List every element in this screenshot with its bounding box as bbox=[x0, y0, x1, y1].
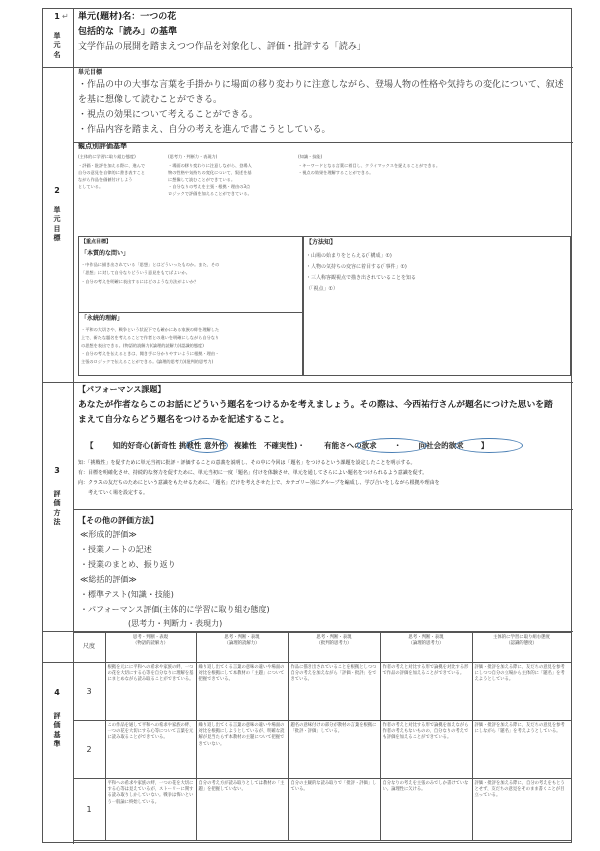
interest-note: 有：目標を明確化させ、持続的な努力を促すために、単元当初に一度「題名」付けを体験させ、単元を通してさらによい題名をつけられるよう意識を促す。 bbox=[78, 470, 428, 476]
other-method-line: (思考力・判断力・表現力) bbox=[80, 619, 223, 628]
eval-criteria-heading: 観点別評価基準 bbox=[78, 142, 127, 150]
understanding-line: の思想を表出できる。(物語的読解力)(論理的読解力)(認識的態度) bbox=[81, 343, 204, 348]
subrow-divider bbox=[73, 142, 573, 143]
rubric-cell: 自分の主観的な読み取りで「批評・評価」している。 bbox=[288, 779, 380, 841]
reading-basis-heading: 包括的な「読み」の基準 bbox=[78, 27, 178, 37]
rubric-cell: 自分なりの考えを主張のみでしか書けていない。論理性に欠ける。 bbox=[380, 779, 472, 841]
other-method-line: ・授業ノートの記述 bbox=[80, 545, 152, 554]
document-frame bbox=[42, 8, 572, 843]
rubric-score: 3 bbox=[73, 663, 105, 721]
interest-line: 【 知的好奇心(新奇性 挑戦性 意外性 複雑性 不確実性)・ 有能さへの欲求 ・ 向社会的欲求 】 bbox=[86, 441, 489, 450]
method-knowledge-heading: 【方法知】 bbox=[306, 239, 337, 246]
rubric-cell: 評価・批評を加える際に、友だちの意見を参考にしつつ自分の立場から主体的に「題名」を考えようとしている。 bbox=[472, 663, 571, 721]
section2-number: 2 単 元 目 標 bbox=[53, 186, 61, 242]
essential-question-heading: 「本質的な問い」 bbox=[81, 250, 130, 257]
section3-number: 3 評 価 方 法 bbox=[53, 466, 61, 526]
essential-question-line: ・中作品に描き出されている「思想」とはどういったものか。また、その bbox=[81, 262, 220, 267]
other-method-line: ・パフォーマンス評価(主体的に学習に取り組む態度) bbox=[80, 605, 270, 614]
unit-title: 単元(題材)名：一つの花 bbox=[78, 12, 177, 22]
rubric-header-scale: 尺度 bbox=[73, 633, 105, 663]
other-method-line: ≪総括的評価≫ bbox=[80, 575, 137, 584]
unit-goal-line: を基に想像して読むことができる。 bbox=[78, 95, 223, 105]
method-line: ・三人称客観視点で描き出されていることを知る bbox=[306, 275, 417, 281]
rubric-header: 思考・判断・表現 （批判的思考力） bbox=[288, 633, 380, 663]
reading-basis-text: 文学作品の展開を踏まえつつ作品を対象化し、評価・批評する「読み」 bbox=[78, 42, 366, 52]
rubric-cell: 繰り返し出てくる言葉の意味の違いや場面の対比を根拠にしようとしているが、明確な読解が見当たらず本教材の主題について把握できていない。 bbox=[196, 721, 288, 779]
rubric-score: 1 bbox=[73, 779, 105, 841]
unit-goals-heading: 単元目標 bbox=[78, 69, 103, 76]
rubric-cell: 平和への希求や家族の絆、一つの花を大切にする心等は見えているが、ストーリーに関する読み取りしかしていない。戦争は怖いという一般論に終始している。 bbox=[105, 779, 196, 841]
performance-task-line: あなたが作者ならこのお話にどういう題名をつけるかを考えましょう。その際は、今西祐行さんが題名につけた思いを踏 bbox=[78, 400, 553, 410]
row-divider bbox=[43, 631, 573, 632]
rubric-cell: 根拠を元にに平和への希求や家族の絆、一つの花を大切にする心等を自分なりに理解を基にまとめながら読み取ることができている。 bbox=[105, 663, 196, 721]
social-highlight: 向社会的欲求 bbox=[418, 441, 464, 450]
rubric-header: 主体的に学習に取り組む態度 （認識的態度） bbox=[472, 633, 571, 663]
enduring-understanding-heading: 「永続的理解」 bbox=[81, 315, 124, 322]
rubric-header: 思考・判断・表現 （物語的読解力） bbox=[105, 633, 196, 663]
understanding-line: ・自分の考えを伝えるときは、聞き手に分かりやすいように根拠・理由・ bbox=[81, 351, 220, 356]
performance-task-heading: 【パフォーマンス課題】 bbox=[78, 385, 166, 394]
other-method-line: ≪形成的評価≫ bbox=[80, 530, 137, 539]
other-method-line: ・標準テスト(知識・技能) bbox=[80, 590, 174, 599]
method-line: ・人物の気持ちの変容に着目する(「事件」①) bbox=[306, 264, 407, 270]
rubric-header: 思考・判断・表現 （論理的思考力） bbox=[380, 633, 472, 663]
rubric-cell: 作品に描き出されていることを根拠としつつ自分の考えを加えながら「評価・批評」をできている。 bbox=[288, 663, 380, 721]
rubric-cell: 題名の意味付けの部分が教材の言葉を根拠に「批評・評価」している。 bbox=[288, 721, 380, 779]
other-method-line: ・授業のまとめ、振り返り bbox=[80, 560, 176, 569]
rubric-cell: この作品を通して平和への希求や家族の絆、一つの花を大切にする心等について言葉を元に読み取ることができている。 bbox=[105, 721, 196, 779]
section4-number: 4 評 価 基 準 bbox=[53, 688, 61, 748]
rubric-cell: 作者の考えと対比する形で論拠を加えながら作者の考えもないものの、自分なりの考えでも評価を加えることができている。 bbox=[380, 721, 472, 779]
rubric-cell: 評価・批評を加える際に、自分の考えをもとうとせず、友だちの意見をそのまま書くことが目立っている。 bbox=[472, 779, 571, 841]
focus-goals-heading: 【重点目標】 bbox=[81, 239, 112, 245]
label-column-divider bbox=[73, 9, 74, 844]
row-divider bbox=[43, 67, 573, 68]
rubric-header: 思考・判断・表現 （論理的読解力） bbox=[196, 633, 288, 663]
unit-plan-document: 1 単 元 名 2 単 元 目 標 3 評 価 方 法 4 評 価 基 準 単元(題材)名：一つの花 包括的な「読み」の基準 文学作品の展開を踏まえつつ作品を対象化し、評価・批評する「読み」 単元目標 ・作品の中の大事な言葉を手掛かりに場面の移り変わりに注意しながら、登場人物の性格や気持ちの変化について、叙述 を基に想像して読むことができる。 ・視点の効果について考えることができる。 ・作品内容を踏まえ、自分の考えを進んで書こうとしている。 観点別評価基準 (主体的に学習に取り組む態度) ・評価・批評を加える際に、進んで 自分の意見を自律的に書き表すこと ながら作品を価値付けしよう としている。 (思考力・判断力・表現力) ・場面の移り変わりに注意しながら、登場人 物の性格や気持ちの変化について、叙述を基 に想像して読むことができている。 ・自分なりの考えを主張・根拠・理由の3点 ロジックで評価を加えることができている。 (知識・技能) ・キーワードとなる言葉に着目し、クライマックスを捉えることができる。 ・視点の効果を理解することができる。 【重点目標】 「本質的な問い」 ・中作品に描き出されている「思想」とはどういったものか。また、その 「思想」に対して自分なりどういう意見をもてばよいか。 ・自分の考えを明確に表出するにはどのような方法がよいか？ 「永続的理解」 ・平和の大切さや、戦争という状況下でも確かにある家族の絆を理解した 上で、新たな題名を考えることで作者との違いを明確にしながら自分なり の思想を表出できる。(物語的読解力)(論理的読解力)(認識的態度) ・自分の考えを伝えるときは、聞き手に分かりやすいように根拠・理由・ 主張のロジックで伝えることができる。(論理的思考力)(批判的思考力) 【方法知】 ・山場の始まりをとらえる(「構成」①) ・人物の気持ちの変容に着目する(「事件」①) ・三人称客観視点で描き出されていることを知る （「視点」①） 【パフォーマンス課題】 あなたが作者ならこのお話にどういう題名をつけるかを考えましょう。その際は、今西祐行さんが題名につけた思いを踏 まえて自分ならどう題名をつけるかを記述すること。 【 知的好奇心(新奇性 挑戦性 意外性 複雑性 不確実性)・ 有能さへの欲求 ・ 向社会的欲求 】 知：「挑戦性」を促すために単元当初に批評・評価することの意義を説明し、その中に今回は「題名」をつけるという課題を設定したことを明示する。 有：目標を明確化させ、持続的な努力を促すために、単元当初に一度「題名」付けを体験させ、単元を通してさらによい題名をつけられるよう意識を促す。 向：クラスの友だちのためにという意識をもたせるために、「題名」だけを考えさせた上で、カテゴリー別にグループを編成し、学び合いをしながら根拠や理由を 考えていく場を設定する。 【その他の評価方法】 ≪形成的評価≫ ・授業ノートの記述 ・授業のまとめ、振り返り ≪総括的評価≫ ・標準テスト(知識・技能) ・パフォーマンス評価(主体的に学習に取り組む態度) (思考力・判断力・表現力) 尺度 思考・判断・表現 （物語的読解力） 思考・判断・表現 （論理的読解力） 思考・判断・表現 （批判的思考力） 思考・判断・表現 （論理的思考力） 主体的に学習に取り組む態度 （認識的態度） 3 根拠を元にに平和への希求や家族の絆、一つの花を大切にする心等を自分なりに理解を基にまとめながら読み取ることができている。 繰り返し出てくる言葉の意味の違いや場面の対比を根拠にして本教材の「主題」について把握できている。 作品に描き出されていることを根拠としつつ自分の考えを加えながら「評価・批評」をできている。 作者の考えと対比する形で論拠を対比する形で作品の評価を加えることができている。 評価・批評を加える際に、友だちの意見を参考にしつつ自分の立場から主体的に「題名」を考えようとしている。 2 この作品を通して平和への希求や家族の絆、一つの花を大切にする心等について言葉を元に読み取ることができている。 繰り返し出てくる言葉の意味の違いや場面の対比を根拠にしようとしているが、明確な読解が見当たらず本教材の主題について把握できていない。 題名の意味付けの部分が教材の言葉を根拠に「批評・評価」している。 作者の考えと対比する形で論拠を加えながら作者の考えもないものの、自分なりの考えでも評価を加えることができている。 評価・批評を加える際に、友だちの意見を参考にしながら「題名」を考えようとしている。 1 平和への希求や家族の絆、一つの花を大切にする心等は見えているが、ストーリーに関する読み取りしかしていない。戦争は怖いという一般論に終始している。 自分の考え方が読み取りとしては教材の「主題」を把握していない。 自分の主観的な読み取りで「批評・評価」している。 自分なりの考えを主張のみでしか書けていない。論理性に欠ける。 評価・批評を加える際に、自分の考えをもとうとせず、友だちの意見をそのまま書くことが目立っている。 ↵ bbox=[0, 0, 600, 851]
method-line: （「視点」①） bbox=[306, 286, 338, 292]
rubric-cell: 自分の考え方が読み取りとしては教材の「主題」を把握していない。 bbox=[196, 779, 288, 841]
rubric-cell: 繰り返し出てくる言葉の意味の違いや場面の対比を根拠にして本教材の「主題」について把握できている。 bbox=[196, 663, 288, 721]
understanding-line: ・平和の大切さや、戦争という状況下でも確かにある家族の絆を理解した bbox=[81, 327, 220, 332]
understanding-line: 上で、新たな題名を考えることで作者との違いを明確にしながら自分なり bbox=[81, 335, 220, 340]
method-line: ・山場の始まりをとらえる(「構成」①) bbox=[306, 253, 392, 259]
subrow-divider bbox=[73, 509, 573, 510]
other-methods-heading: 【その他の評価方法】 bbox=[78, 516, 158, 525]
interest-note: 考えていく場を設定する。 bbox=[78, 490, 149, 496]
essential-question-line: 「思想」に対して自分なりどういう意見をもてばよいか。 bbox=[81, 270, 190, 275]
interest-note: 知：「挑戦性」を促すために単元当初に批評・評価することの意義を説明し、その中に今回は「題名」をつけるという課題を設定したことを明示する。 bbox=[78, 460, 416, 466]
unit-goal-line: ・作品の中の大事な言葉を手掛かりに場面の移り変わりに注意しながら、登場人物の性格や気持ちの変化について、叙述 bbox=[78, 80, 564, 90]
unit-goal-line: ・視点の効果について考えることができる。 bbox=[78, 110, 258, 120]
rubric-cell: 評価・批評を加える際に、友だちの意見を参考にしながら「題名」を考えようとしている。 bbox=[472, 721, 571, 779]
section1-number: 1 単 元 名 bbox=[53, 12, 61, 59]
performance-task-line: まえて自分ならどう題名をつけるかを記述すること。 bbox=[78, 415, 290, 425]
rubric-cell: 作者の考えと対比する形で論拠を対比する形で作品の評価を加えることができている。 bbox=[380, 663, 472, 721]
competence-highlight: 有能さへの欲求 bbox=[324, 441, 377, 450]
unit-goal-line: ・作品内容を踏まえ、自分の考えを進んで書こうとしている。 bbox=[78, 125, 331, 135]
essential-question-line: ・自分の考えを明確に表出するにはどのような方法がよいか？ bbox=[81, 279, 199, 284]
interest-note: 向：クラスの友だちのためにという意識をもたせるために、「題名」だけを考えさせた上で、カテゴリー別にグループを編成し、学び合いをしながら根拠や理由を bbox=[78, 480, 440, 486]
challenge-highlight: 挑戦性 bbox=[178, 441, 202, 450]
rubric-score: 2 bbox=[73, 721, 105, 779]
row-divider bbox=[43, 382, 573, 383]
return-mark: ↵ bbox=[62, 12, 69, 21]
understanding-line: 主張のロジックで伝えることができる。(論理的思考力)(批判的思考力) bbox=[81, 359, 214, 364]
